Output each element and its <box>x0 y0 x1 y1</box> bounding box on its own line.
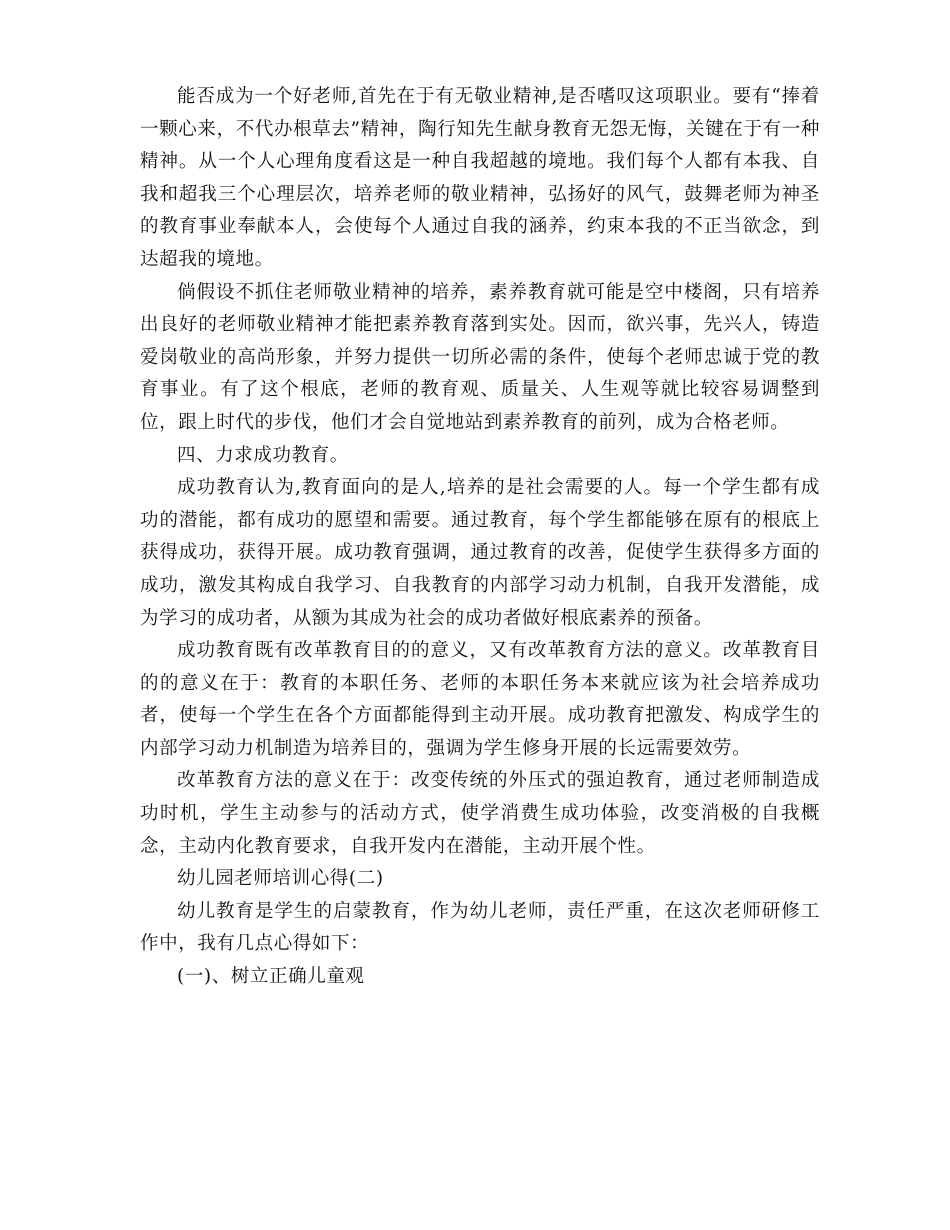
section-heading-success-education: 四、力求成功教育。 <box>177 444 349 466</box>
document-body <box>140 81 820 994</box>
paragraph-kindergarten-intro: 幼儿教育是学生的启蒙教育，作为幼儿老师，责任严重，在这次老师研修工作中，我有几点心得如下： <box>140 900 820 955</box>
paragraph-professional-spirit: 倘假设不抓住老师敬业精神的培养，素养教育就可能是空中楼阁，只有培养出良好的老师敬业精神才能把素养教育落到实处。因而，欲兴事，先兴人，铸造爱岗敬业的高尚形象，并努力提供一切所必需的条件，使每个老师忠诚于党的教育事业。有了这个根底，老师的教育观、质量关、人生观等就比较容易调整到位，跟上时代的步伐，他们才会自觉地站到素养教育的前列，成为合格老师。 <box>140 281 820 433</box>
paragraph-education-goal-reform: 成功教育既有改革教育目的的意义，又有改革教育方法的意义。改革教育目的的意义在于：教育的本职任务、老师的本职任务本来就应该为社会培养成功者，使每一个学生在各个方面都能得到主动开展。成功教育把激发、构成学生的内部学习动力机制造为培养目的，强调为学生修身开展的长远需要效劳。 <box>140 640 820 759</box>
paragraph-teaching-method-reform: 改革教育方法的意义在于：改变传统的外压式的强迫教育，通过老师制造成功时机，学生主动参与的活动方式，使学消费生成功体验，改变消极的自我概念，主动内化教育要求，自我开发内在潜能，主动开展个性。 <box>140 770 820 857</box>
paragraph-dedication: 能否成为一个好老师,首先在于有无敬业精神,是否嗜叹这项职业。要有“捧着一颗心来，不代办根草去”精神，陶行知先生献身教育无怨无悔，关键在于有一种精神。从一个人心理角度看这是一种自我超越的境地。我们每个人都有本我、自我和超我三个心理层次，培养老师的敬业精神，弘扬好的风气，鼓舞老师为神圣的教育事业奉献本人，会使每个人通过自我的涵养，约束本我的不正当欲念，到达超我的境地。 <box>140 86 820 270</box>
paragraph-success-education-definition: 成功教育认为,教育面向的是人,培养的是社会需要的人。每一个学生都有成功的潜能，都有成功的愿望和需要。通过教育，每个学生都能够在原有的根底上获得成功，获得开展。成功教育强调，通过教育的改善，促使学生获得多方面的成功，激发其构成自我学习、自我教育的内部学习动力机制，自我开发潜能，成为学习的成功者，从额为其成为社会的成功者做好根底素养的预备。 <box>140 477 820 629</box>
document-subtitle: 幼儿园老师培训心得(二) <box>177 868 384 890</box>
section-heading-child-view: (一)、树立正确儿童观 <box>177 966 365 988</box>
